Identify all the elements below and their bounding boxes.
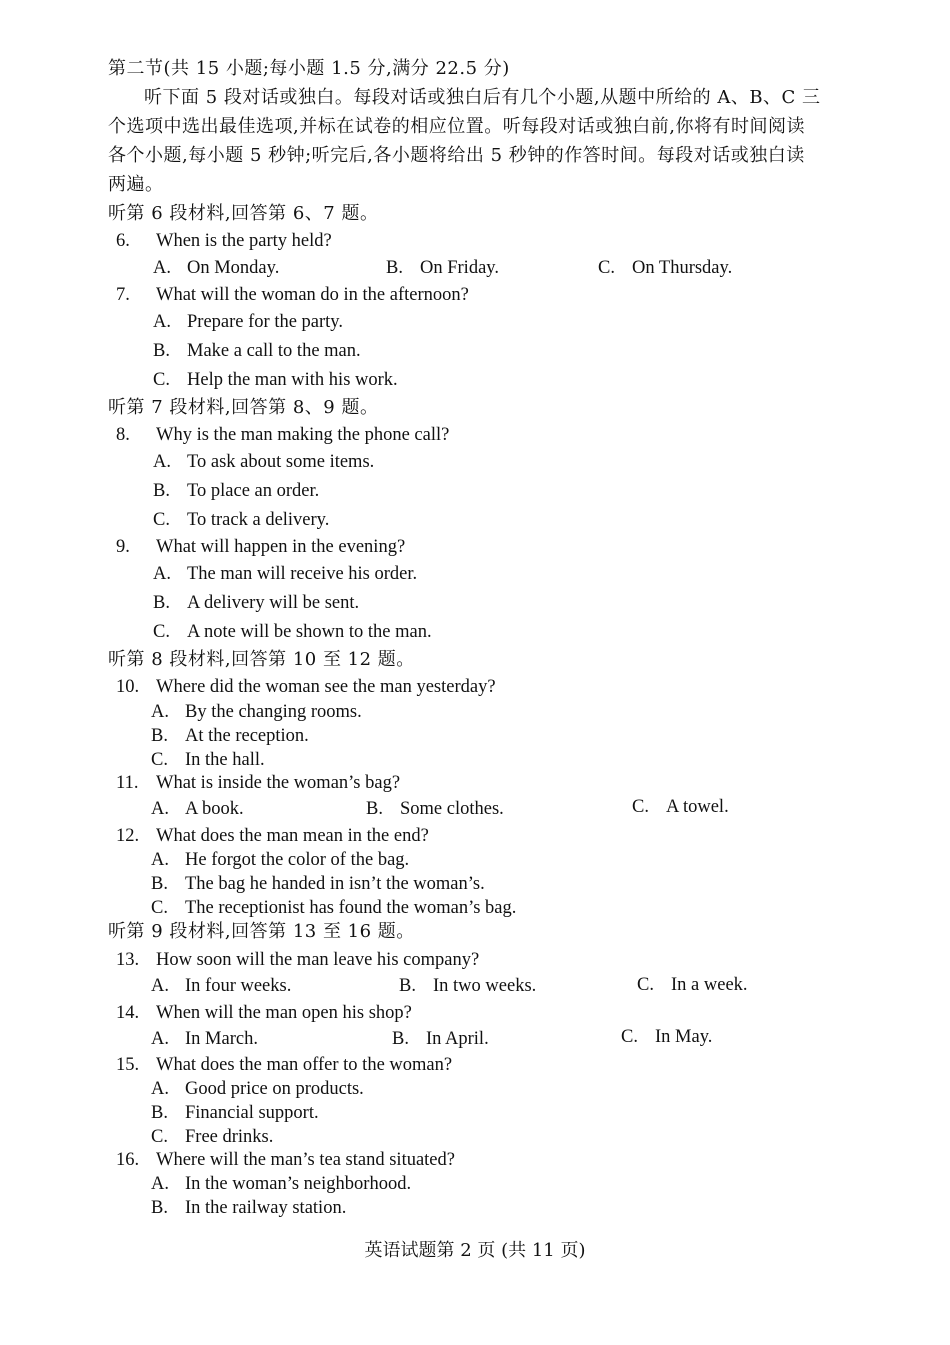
instruction-line-1: 听下面 5 段对话或独白。每段对话或独白后有几个小题,从题中所给的 A、B、C 三 xyxy=(144,87,821,108)
instruction-line-3: 各个小题,每小题 5 秒钟;听完后,各小题将给出 5 秒钟的作答时间。每段对话或独白读 xyxy=(108,145,805,166)
option-label: B. xyxy=(151,874,168,894)
option xyxy=(153,340,361,362)
option-text: Free drinks. xyxy=(185,1127,274,1147)
option-label: B. xyxy=(386,258,403,278)
option xyxy=(637,974,748,996)
option-label: C. xyxy=(151,1127,168,1147)
question-15 xyxy=(116,1054,452,1076)
option-label: B. xyxy=(151,1198,168,1218)
option-label: A. xyxy=(151,976,169,996)
option xyxy=(151,749,265,771)
option xyxy=(153,257,279,279)
question-number: 11. xyxy=(116,773,139,793)
question-13 xyxy=(116,949,479,971)
option xyxy=(151,798,244,820)
question-text: What does the man offer to the woman? xyxy=(156,1055,453,1075)
question-number: 6. xyxy=(116,231,130,251)
option-label: B. xyxy=(366,799,383,819)
question-16 xyxy=(116,1149,455,1171)
question-11 xyxy=(116,772,400,794)
option-label: C. xyxy=(153,622,170,642)
option xyxy=(151,897,516,919)
option-label: A. xyxy=(151,1029,169,1049)
option-label: C. xyxy=(598,258,615,278)
option-text: A note will be shown to the man. xyxy=(187,622,432,642)
question-number: 14. xyxy=(116,1003,140,1023)
group-heading: 听第 9 段材料,回答第 13 至 16 题。 xyxy=(108,921,415,942)
option xyxy=(153,480,319,502)
option xyxy=(399,975,536,997)
option-text: To ask about some items. xyxy=(187,452,375,472)
option-text: He forgot the color of the bag. xyxy=(185,850,410,870)
question-number: 7. xyxy=(116,285,130,305)
question-6 xyxy=(116,230,332,252)
group-heading: 听第 7 段材料,回答第 8、9 题。 xyxy=(108,397,379,418)
option-label: C. xyxy=(637,975,654,995)
option-label: A. xyxy=(151,799,169,819)
question-9 xyxy=(116,536,405,558)
option xyxy=(632,796,729,818)
option-label: B. xyxy=(153,341,170,361)
question-text: How soon will the man leave his company? xyxy=(156,950,480,970)
option xyxy=(151,873,485,895)
option xyxy=(598,257,732,279)
option xyxy=(153,369,398,391)
option-label: B. xyxy=(153,593,170,613)
option-label: C. xyxy=(151,750,168,770)
option-text: A book. xyxy=(185,799,244,819)
option xyxy=(153,311,343,333)
option-label: A. xyxy=(153,452,171,472)
question-number: 12. xyxy=(116,826,140,846)
question-text: What will happen in the evening? xyxy=(156,537,406,557)
option-label: C. xyxy=(153,510,170,530)
option-text: In the hall. xyxy=(185,750,265,770)
question-text: When will the man open his shop? xyxy=(156,1003,412,1023)
question-number: 13. xyxy=(116,950,140,970)
option xyxy=(151,1078,364,1100)
question-number: 9. xyxy=(116,537,130,557)
instruction-line-2: 个选项中选出最佳选项,并标在试卷的相应位置。听每段对话或独白前,你将有时间阅读 xyxy=(108,116,805,137)
question-text: When is the party held? xyxy=(156,231,332,251)
question-12 xyxy=(116,825,429,847)
option-text: By the changing rooms. xyxy=(185,702,362,722)
option xyxy=(151,1173,411,1195)
option-label: B. xyxy=(399,976,416,996)
option-label: A. xyxy=(151,850,169,870)
option-label: A. xyxy=(153,564,171,584)
option xyxy=(366,798,504,820)
question-number: 15. xyxy=(116,1055,140,1075)
page-footer: 英语试题第 2 页 (共 11 页) xyxy=(364,1240,586,1261)
group-heading: 听第 8 段材料,回答第 10 至 12 题。 xyxy=(108,649,415,670)
option-text: On Friday. xyxy=(420,258,499,278)
question-text: What is inside the woman’s bag? xyxy=(156,773,401,793)
question-text: What will the woman do in the afternoon? xyxy=(156,285,469,305)
option-text: In four weeks. xyxy=(185,976,292,996)
option-label: A. xyxy=(153,258,171,278)
option-text: The man will receive his order. xyxy=(187,564,418,584)
option-text: A delivery will be sent. xyxy=(187,593,360,613)
option xyxy=(153,592,359,614)
question-14 xyxy=(116,1002,412,1024)
option xyxy=(151,849,409,871)
option-label: C. xyxy=(151,898,168,918)
question-number: 8. xyxy=(116,425,130,445)
option xyxy=(153,621,432,643)
option-text: Financial support. xyxy=(185,1103,319,1123)
option-text: A towel. xyxy=(666,797,729,817)
question-number: 10. xyxy=(116,677,140,697)
question-10 xyxy=(116,676,496,698)
option xyxy=(153,451,374,473)
option xyxy=(151,725,309,747)
option-text: Good price on products. xyxy=(185,1079,364,1099)
option-text: On Thursday. xyxy=(632,258,733,278)
option-text: Prepare for the party. xyxy=(187,312,343,332)
option-label: C. xyxy=(153,370,170,390)
option xyxy=(151,701,362,723)
option xyxy=(621,1026,712,1048)
option-text: To track a delivery. xyxy=(187,510,330,530)
option-label: A. xyxy=(151,1174,169,1194)
option-text: The receptionist has found the woman’s bag. xyxy=(185,898,517,918)
group-heading: 听第 6 段材料,回答第 6、7 题。 xyxy=(108,203,379,224)
option xyxy=(151,1102,319,1124)
question-text: Where will the man’s tea stand situated? xyxy=(156,1150,455,1170)
option-text: In May. xyxy=(655,1027,713,1047)
question-number: 16. xyxy=(116,1150,140,1170)
option-text: At the reception. xyxy=(185,726,309,746)
instruction-line-4: 两遍。 xyxy=(108,174,164,195)
option-text: In April. xyxy=(426,1029,489,1049)
option-text: In a week. xyxy=(671,975,748,995)
option xyxy=(151,975,291,997)
question-text: Where did the woman see the man yesterday? xyxy=(156,677,496,697)
option-label: B. xyxy=(392,1029,409,1049)
option xyxy=(151,1028,258,1050)
option-text: Make a call to the man. xyxy=(187,341,361,361)
question-8 xyxy=(116,424,449,446)
question-text: What does the man mean in the end? xyxy=(156,826,429,846)
option-text: The bag he handed in isn’t the woman’s. xyxy=(185,874,485,894)
option-label: C. xyxy=(621,1027,638,1047)
option xyxy=(153,509,329,531)
option-text: In the woman’s neighborhood. xyxy=(185,1174,412,1194)
option-label: A. xyxy=(151,702,169,722)
option-text: To place an order. xyxy=(187,481,320,501)
question-7 xyxy=(116,284,469,306)
option-text: Help the man with his work. xyxy=(187,370,398,390)
option-text: Some clothes. xyxy=(400,799,504,819)
section-title: 第二节(共 15 小题;每小题 1.5 分,满分 22.5 分) xyxy=(108,58,510,79)
option-text: On Monday. xyxy=(187,258,280,278)
option-label: A. xyxy=(151,1079,169,1099)
option xyxy=(386,257,499,279)
option xyxy=(392,1028,489,1050)
option xyxy=(151,1197,346,1219)
option xyxy=(151,1126,273,1148)
option-label: B. xyxy=(151,1103,168,1123)
option-label: C. xyxy=(632,797,649,817)
question-text: Why is the man making the phone call? xyxy=(156,425,450,445)
option-label: B. xyxy=(151,726,168,746)
option-text: In two weeks. xyxy=(433,976,537,996)
option-label: B. xyxy=(153,481,170,501)
option-text: In March. xyxy=(185,1029,258,1049)
option-text: In the railway station. xyxy=(185,1198,347,1218)
option xyxy=(153,563,417,585)
option-label: A. xyxy=(153,312,171,332)
